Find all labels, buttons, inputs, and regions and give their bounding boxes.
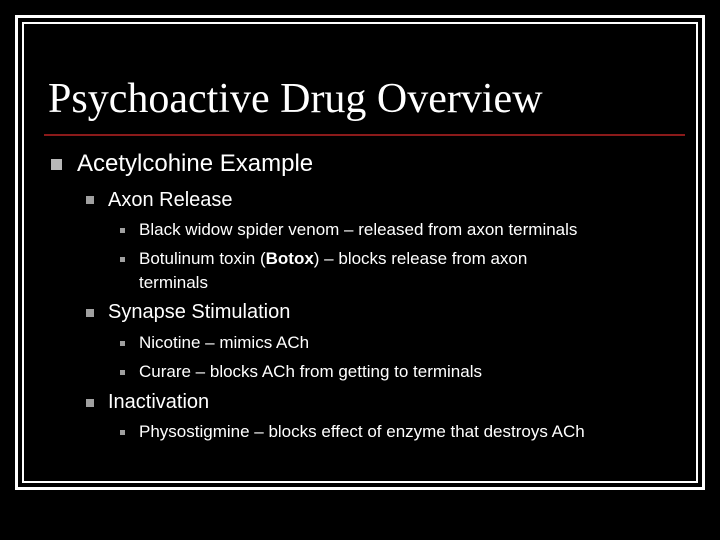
bullet-inactivation: Inactivation bbox=[108, 391, 210, 413]
bullet-icon bbox=[120, 228, 125, 233]
bullet-icon bbox=[120, 341, 125, 346]
bullet-botox: Botulinum toxin (Botox) – blocks release from axon bbox=[139, 249, 528, 268]
bullet-icon bbox=[86, 399, 94, 407]
bullet-physostigmine: Physostigmine – blocks effect of enzyme that destroys ACh bbox=[139, 422, 585, 441]
slide-title: Psychoactive Drug Overview bbox=[48, 76, 543, 122]
bullet-icon bbox=[86, 196, 94, 204]
botox-term: Botox bbox=[265, 249, 314, 268]
bullet-axon-release: Axon Release bbox=[108, 189, 233, 211]
bullet-botox-continued: terminals bbox=[139, 273, 208, 292]
bullet-icon bbox=[120, 257, 125, 262]
bullet-icon bbox=[51, 159, 62, 170]
bullet-icon bbox=[86, 309, 94, 317]
title-divider bbox=[44, 134, 685, 136]
bullet-icon bbox=[120, 430, 125, 435]
bullet-curare: Curare – blocks ACh from getting to terminals bbox=[139, 362, 482, 381]
bullet-nicotine: Nicotine – mimics ACh bbox=[139, 333, 310, 352]
bullet-venom: Black widow spider venom – released from axon terminals bbox=[139, 220, 578, 239]
bullet-acetylcholine: Acetylcohine Example bbox=[77, 150, 314, 177]
bullet-icon bbox=[120, 370, 125, 375]
bullet-synapse-stimulation: Synapse Stimulation bbox=[108, 301, 291, 323]
